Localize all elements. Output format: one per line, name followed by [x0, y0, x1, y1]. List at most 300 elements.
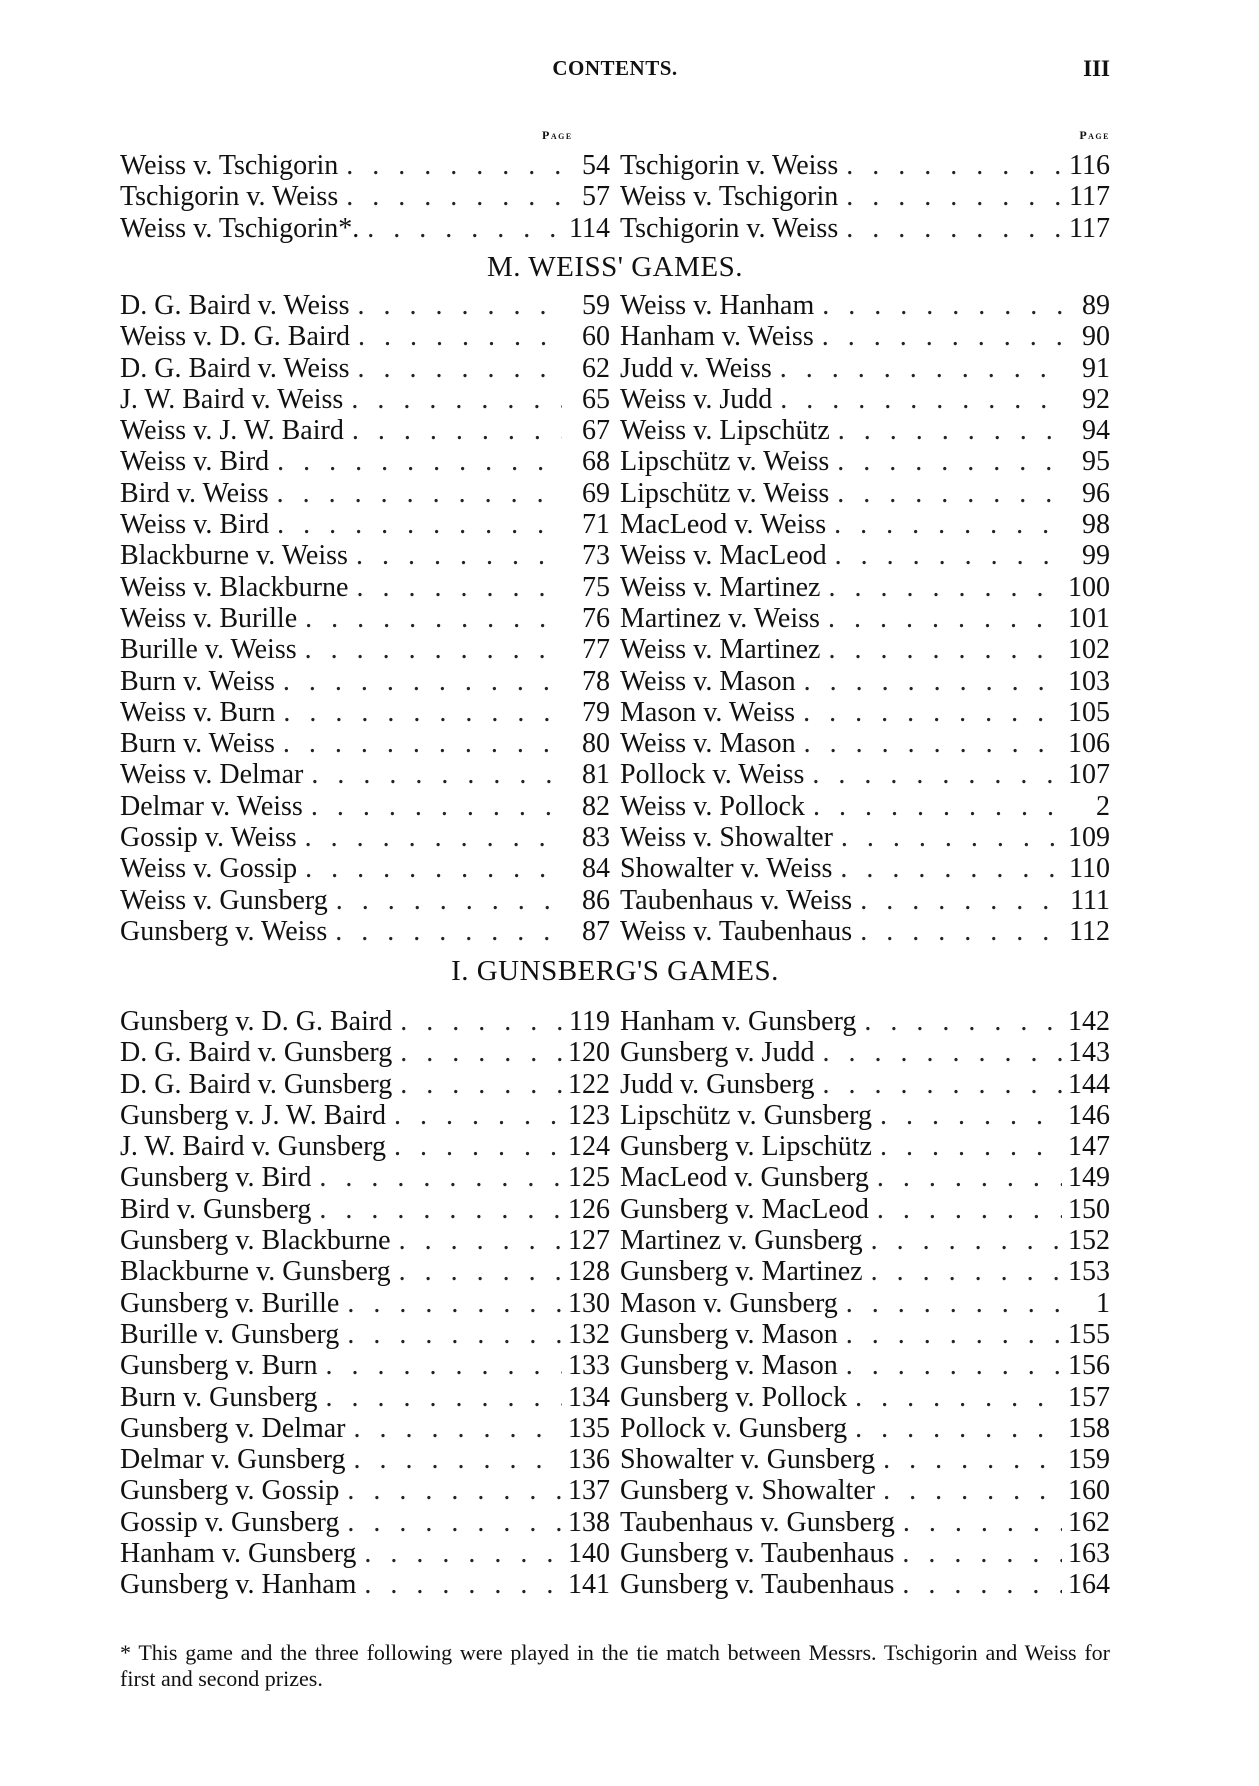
dot-leader [796, 666, 1062, 697]
game-title: Mason v. Weiss [620, 696, 796, 728]
index-entry [620, 1382, 1110, 1413]
index-entry [120, 1006, 610, 1037]
page-number-ref: 116 [1069, 150, 1110, 181]
game-title: Lipschütz v. Gunsberg [620, 1099, 872, 1131]
game-title: Lipschütz v. Weiss [620, 477, 830, 509]
dot-leader [350, 290, 562, 321]
index-entry [620, 853, 1110, 884]
game-title: Showalter v. Gunsberg [620, 1444, 876, 1476]
dot-leader [829, 446, 1062, 477]
page-number-ref: 83 [582, 822, 610, 854]
index-entry [620, 1225, 1110, 1256]
top-block [120, 128, 1110, 244]
index-entry [620, 1444, 1110, 1475]
page-number-ref: 62 [582, 352, 610, 384]
page-number-ref: 69 [582, 477, 610, 509]
page-number-ref: 78 [582, 665, 610, 697]
dot-leader [269, 509, 562, 540]
game-title: Weiss v. Showalter [620, 822, 833, 854]
page-number-ref: 146 [1068, 1099, 1110, 1131]
dot-leader [838, 213, 1062, 244]
game-title: Blackburne v. Gunsberg [120, 1256, 391, 1288]
index-entry [620, 1507, 1110, 1538]
game-title: Weiss v. J. W. Baird [120, 415, 344, 447]
index-entry [120, 540, 610, 571]
page-number-ref: 130 [568, 1287, 610, 1319]
page-number-ref: 99 [1082, 540, 1110, 572]
page-number-ref: 159 [1068, 1444, 1110, 1476]
game-title: Blackburne v. Weiss [120, 540, 348, 572]
page-number-ref: 82 [582, 790, 610, 822]
game-title: Gunsberg v. J. W. Baird [120, 1099, 386, 1131]
page-number-ref: 144 [1068, 1068, 1110, 1100]
page-number-ref: 160 [1068, 1475, 1110, 1507]
index-entry [620, 697, 1110, 728]
index-entry [120, 759, 610, 790]
game-title: Weiss v. Martinez [620, 571, 821, 603]
page-number-ref: 142 [1068, 1006, 1110, 1037]
dot-leader [772, 353, 1062, 384]
game-title: Lipschütz v. Weiss [620, 446, 830, 478]
page-number-ref: 60 [582, 321, 610, 353]
dot-leader [863, 1225, 1062, 1256]
game-title: Gunsberg v. Pollock [620, 1381, 848, 1413]
index-entry [120, 290, 610, 321]
dot-leader [344, 415, 562, 446]
game-title: Gunsberg v. Burn [120, 1350, 318, 1382]
dot-leader [269, 446, 562, 477]
dot-leader [392, 1006, 562, 1037]
index-entry [620, 1037, 1110, 1068]
game-title: Gunsberg v. Weiss [120, 915, 328, 947]
dot-leader [339, 1475, 562, 1506]
page-number-ref: 149 [1068, 1162, 1110, 1194]
page-number-ref: 147 [1068, 1131, 1110, 1163]
index-entry [120, 181, 610, 212]
dot-leader [350, 321, 562, 352]
page-number-ref: 126 [568, 1193, 610, 1225]
dot-leader [343, 384, 562, 415]
game-title: Judd v. Weiss [620, 352, 772, 384]
page-number-ref: 86 [582, 884, 610, 916]
dot-leader [872, 1100, 1062, 1131]
index-entry [620, 885, 1110, 916]
game-title: Weiss v. Gunsberg [120, 884, 328, 916]
index-entry [120, 853, 610, 884]
index-entry [120, 1194, 610, 1225]
page-number-ref: 132 [568, 1318, 610, 1350]
page-number-ref: 156 [1068, 1350, 1110, 1382]
game-title: Weiss v. Hanham [620, 290, 815, 321]
game-title: Judd v. Gunsberg [620, 1068, 815, 1100]
game-title: Delmar v. Weiss [120, 790, 303, 822]
page-number-ref: 91 [1082, 352, 1110, 384]
index-entry [620, 1319, 1110, 1350]
page-number-ref: 143 [1068, 1037, 1110, 1069]
page-number-ref: 75 [582, 571, 610, 603]
index-entry [620, 384, 1110, 415]
index-entry [120, 384, 610, 415]
dot-leader [863, 1256, 1062, 1287]
index-entry [620, 446, 1110, 477]
game-title: Hanham v. Weiss [620, 321, 814, 353]
dot-leader [875, 1475, 1062, 1506]
top-right-column [620, 150, 1110, 244]
index-entry [620, 181, 1110, 212]
page-number-ref: 92 [1082, 383, 1110, 415]
page-number-ref: 105 [1068, 696, 1110, 728]
dot-leader [303, 791, 562, 822]
page-number-ref: 107 [1068, 759, 1110, 791]
page-number-ref: 59 [582, 290, 610, 321]
dot-leader [847, 1382, 1062, 1413]
page-number-ref: 87 [582, 915, 610, 947]
game-title: Weiss v. Judd [620, 383, 773, 415]
game-title: Weiss v. Mason [620, 665, 796, 697]
dot-leader [350, 353, 562, 384]
page-number-ref: 73 [582, 540, 610, 572]
index-entry [120, 1507, 610, 1538]
index-entry [120, 791, 610, 822]
dot-leader [814, 290, 1062, 321]
game-title: Bird v. Gunsberg [120, 1193, 312, 1225]
game-title: Burille v. Gunsberg [120, 1318, 340, 1350]
index-entry [120, 666, 610, 697]
dot-leader [852, 885, 1062, 916]
dot-leader [826, 509, 1062, 540]
dot-leader [318, 1382, 562, 1413]
page-number-ref: 110 [1069, 853, 1110, 885]
dot-leader [827, 540, 1062, 571]
game-title: Weiss v. Martinez [620, 634, 821, 666]
dot-leader [875, 1444, 1062, 1475]
index-entry [620, 1413, 1110, 1444]
game-title: Weiss v. Delmar [120, 759, 304, 791]
game-title: Bird v. Weiss [120, 477, 269, 509]
dot-leader [328, 885, 562, 916]
index-entry [620, 1350, 1110, 1381]
page-number-ref: 140 [568, 1538, 610, 1570]
index-entry [620, 666, 1110, 697]
page-header [120, 56, 1110, 92]
game-title: Weiss v. Burn [120, 696, 276, 728]
index-entry [120, 822, 610, 853]
page-number-ref: 114 [569, 212, 610, 244]
dot-leader [894, 1538, 1062, 1569]
dot-leader [852, 916, 1062, 947]
page-number-ref: 112 [1069, 915, 1110, 947]
index-entry [120, 1569, 610, 1600]
game-title: Weiss v. D. G. Baird [120, 321, 351, 353]
game-title: D. G. Baird v. Weiss [120, 290, 350, 321]
page-number-ref: 120 [568, 1037, 610, 1069]
dot-leader [297, 634, 562, 665]
game-title: Showalter v. Weiss [620, 853, 833, 885]
game-title: Burn v. Gunsberg [120, 1381, 318, 1413]
index-entry [120, 478, 610, 509]
game-title: Gunsberg v. Gossip [120, 1475, 340, 1507]
game-title: Martinez v. Weiss [620, 602, 820, 634]
game-title: Gunsberg v. MacLeod [620, 1193, 869, 1225]
page-number-ref: 135 [568, 1412, 610, 1444]
index-entry [120, 1538, 610, 1569]
game-title: Weiss v. MacLeod [620, 540, 827, 572]
index-entry [120, 446, 610, 477]
dot-leader [346, 1444, 562, 1475]
index-entry [620, 791, 1110, 822]
dot-leader [339, 1507, 562, 1538]
page-number-ref: 117 [1069, 181, 1110, 213]
page-number-ref: 157 [1068, 1381, 1110, 1413]
dot-leader [391, 1225, 562, 1256]
page-number-ref: 141 [568, 1569, 610, 1601]
dot-leader [820, 603, 1062, 634]
index-entry [620, 759, 1110, 790]
game-title: Gunsberg v. Mason [620, 1350, 838, 1382]
dot-leader [814, 321, 1062, 352]
game-title: D. G. Baird v. Weiss [120, 352, 350, 384]
game-title: Weiss v. Tschigorin*. [120, 212, 360, 244]
dot-leader [275, 697, 562, 728]
index-entry [620, 150, 1110, 181]
index-entry [620, 1538, 1110, 1569]
page-number-ref: 89 [1082, 290, 1110, 321]
index-entry [620, 572, 1110, 603]
index-entry [620, 321, 1110, 352]
page-number-ref: 94 [1082, 415, 1110, 447]
dot-leader [894, 1569, 1062, 1600]
dot-leader [838, 1319, 1062, 1350]
dot-leader [386, 1131, 562, 1162]
page-number-ref: 57 [582, 181, 610, 213]
index-entry [120, 885, 610, 916]
page-number-ref: 106 [1068, 728, 1110, 760]
game-title: Weiss v. Blackburne [120, 571, 349, 603]
game-title: Weiss v. Tschigorin [620, 181, 839, 213]
index-entry [120, 634, 610, 665]
game-title: Burille v. Weiss [120, 634, 297, 666]
dot-leader [297, 603, 562, 634]
index-entry [120, 1288, 610, 1319]
dot-leader [772, 384, 1062, 415]
game-title: Weiss v. Gossip [120, 853, 298, 885]
dot-leader [386, 1100, 562, 1131]
index-entry [120, 509, 610, 540]
page-number-ref: 125 [568, 1162, 610, 1194]
page-number-ref: 96 [1082, 477, 1110, 509]
dot-leader [838, 181, 1062, 212]
index-entry [120, 1037, 610, 1068]
index-entry [120, 150, 610, 181]
gunsberg-left-column [120, 1006, 610, 1601]
page-number-ref: 134 [568, 1381, 610, 1413]
page-number-ref: 117 [1069, 212, 1110, 244]
dot-leader [796, 728, 1062, 759]
dot-leader [356, 1569, 562, 1600]
page-number-ref: 164 [1068, 1569, 1110, 1601]
dot-leader [838, 150, 1062, 181]
index-entry [620, 213, 1110, 244]
game-title: D. G. Baird v. Gunsberg [120, 1037, 393, 1069]
index-entry [120, 1413, 610, 1444]
game-title: Burn v. Weiss [120, 728, 275, 760]
page-number-ref: 153 [1068, 1256, 1110, 1288]
dot-leader [833, 822, 1062, 853]
game-title: Weiss v. Lipschütz [620, 415, 830, 447]
index-entry [120, 1069, 610, 1100]
dot-leader [847, 1413, 1062, 1444]
page-number-ref: 68 [582, 446, 610, 478]
game-title: Gunsberg v. Lipschütz [620, 1131, 872, 1163]
index-entry [120, 1350, 610, 1381]
game-title: J. W. Baird v. Weiss [120, 383, 344, 415]
page-number-ref: 65 [582, 383, 610, 415]
game-title: MacLeod v. Gunsberg [620, 1162, 869, 1194]
game-title: Gunsberg v. Judd [620, 1037, 815, 1069]
index-entry [620, 290, 1110, 321]
index-entry [620, 1475, 1110, 1506]
game-title: Tschigorin v. Weiss [620, 212, 839, 244]
game-title: Weiss v. Burille [120, 602, 298, 634]
game-title: Gunsberg v. Martinez [620, 1256, 863, 1288]
page-number-ref: 77 [582, 634, 610, 666]
weiss-section [120, 246, 1110, 947]
dot-leader [311, 1162, 562, 1193]
dot-leader [327, 916, 562, 947]
dot-leader [339, 1319, 562, 1350]
game-title: Gunsberg v. Bird [120, 1162, 312, 1194]
index-entry [620, 353, 1110, 384]
index-entry [120, 603, 610, 634]
dot-leader [805, 791, 1062, 822]
index-entry [620, 1288, 1110, 1319]
page-number-ref: 101 [1068, 602, 1110, 634]
game-title: Hanham v. Gunsberg [120, 1538, 357, 1570]
index-entry [620, 1069, 1110, 1100]
index-entry [120, 213, 610, 244]
page-number-ref: 162 [1068, 1506, 1110, 1538]
page-number-ref: 98 [1082, 509, 1110, 541]
index-entry [620, 822, 1110, 853]
index-entry [620, 478, 1110, 509]
dot-leader [804, 759, 1062, 790]
page-number-ref: 109 [1068, 822, 1110, 854]
game-title: Gunsberg v. Blackburne [120, 1225, 391, 1257]
game-title: Pollock v. Weiss [620, 759, 805, 791]
page-number-ref: 122 [568, 1068, 610, 1100]
page-number-ref: 102 [1068, 634, 1110, 666]
game-title: Hanham v. Gunsberg [620, 1006, 857, 1037]
game-title: Gunsberg v. D. G. Baird [120, 1006, 393, 1037]
dot-leader [838, 1288, 1062, 1319]
index-entry [120, 415, 610, 446]
index-entry [120, 1319, 610, 1350]
game-title: Weiss v. Bird [120, 446, 270, 478]
gunsberg-section [120, 950, 1110, 1601]
dot-leader [838, 1350, 1062, 1381]
page-number-ref: 79 [582, 696, 610, 728]
index-entry [120, 572, 610, 603]
game-title: Weiss v. Taubenhaus [620, 915, 853, 947]
page-number: III [1083, 56, 1110, 81]
dot-leader [391, 1256, 562, 1287]
dot-leader [297, 853, 562, 884]
page-number-ref: 90 [1082, 321, 1110, 353]
dot-leader [814, 1069, 1062, 1100]
page-column-label-right: Page [1079, 128, 1110, 142]
game-title: Weiss v. Pollock [620, 790, 805, 822]
page-column-label-left: Page [542, 128, 573, 142]
index-entry [620, 1162, 1110, 1193]
game-title: Gunsberg v. Delmar [120, 1412, 346, 1444]
dot-leader [346, 1413, 562, 1444]
index-entry [120, 1100, 610, 1131]
game-title: Gunsberg v. Showalter [620, 1475, 876, 1507]
dot-leader [311, 1194, 562, 1225]
dot-leader [820, 634, 1062, 665]
dot-leader [856, 1006, 1062, 1037]
top-left-column [120, 150, 610, 244]
game-title: D. G. Baird v. Gunsberg [120, 1068, 393, 1100]
index-entry [120, 1382, 610, 1413]
page-number-ref: 119 [569, 1006, 610, 1037]
index-entry [620, 728, 1110, 759]
page-number-ref: 137 [568, 1475, 610, 1507]
game-title: Burn v. Weiss [120, 665, 275, 697]
dot-leader [339, 1288, 562, 1319]
dot-leader [338, 181, 562, 212]
page-number-ref: 2 [1096, 790, 1110, 822]
index-entry [620, 1006, 1110, 1037]
dot-leader [820, 572, 1062, 603]
game-title: Tschigorin v. Weiss [620, 150, 839, 181]
game-title: Tschigorin v. Weiss [120, 181, 339, 213]
page-number-ref: 54 [582, 150, 610, 181]
index-entry [120, 1225, 610, 1256]
game-title: Gunsberg v. Mason [620, 1318, 838, 1350]
page-number-ref: 127 [568, 1225, 610, 1257]
game-title: Gunsberg v. Taubenhaus [620, 1538, 895, 1570]
dot-leader [869, 1194, 1062, 1225]
index-entry [120, 697, 610, 728]
index-entry [120, 1162, 610, 1193]
dot-leader [830, 415, 1062, 446]
section-heading-gunsberg: I. GUNSBERG'S GAMES. [451, 955, 779, 987]
section-heading-weiss: M. WEISS' GAMES. [486, 251, 743, 283]
game-title: Gossip v. Weiss [120, 822, 297, 854]
game-title: Taubenhaus v. Gunsberg [620, 1506, 895, 1538]
index-entry [620, 1131, 1110, 1162]
dot-leader [269, 478, 562, 509]
dot-leader [318, 1350, 562, 1381]
page-number-ref: 67 [582, 415, 610, 447]
index-entry [620, 1194, 1110, 1225]
dot-leader [348, 572, 562, 603]
index-entry [120, 321, 610, 352]
index-entry [120, 1444, 610, 1475]
game-title: Martinez v. Gunsberg [620, 1225, 863, 1257]
dot-leader [392, 1037, 562, 1068]
index-entry [120, 1131, 610, 1162]
dot-leader [392, 1069, 562, 1100]
page-number-ref: 71 [582, 509, 610, 541]
index-entry [620, 1100, 1110, 1131]
page-number-ref: 123 [568, 1099, 610, 1131]
index-entry [120, 1475, 610, 1506]
page-number-ref: 84 [582, 853, 610, 885]
index-entry [620, 1569, 1110, 1600]
game-title: Gunsberg v. Burille [120, 1287, 340, 1319]
